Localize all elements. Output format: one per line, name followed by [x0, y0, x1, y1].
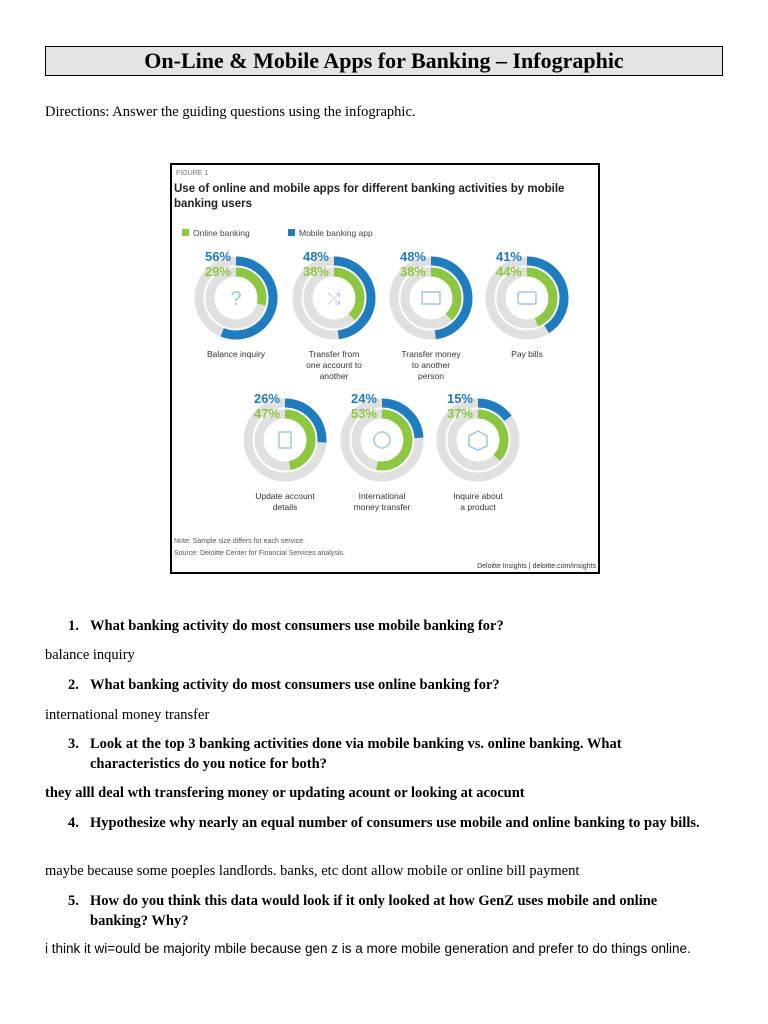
category-label: International — [358, 491, 406, 501]
category-label: details — [272, 502, 298, 512]
question-4 — [68, 813, 708, 833]
category-label: one account to — [306, 360, 362, 370]
category-label: Transfer money — [401, 349, 461, 359]
mobile-value-label: 48% — [302, 249, 329, 264]
donut-center — [264, 419, 306, 461]
mobile-value-label: 48% — [399, 249, 426, 264]
mobile-value-label: 15% — [446, 391, 473, 406]
donut-center — [410, 277, 452, 319]
question-number: 2. — [68, 677, 79, 693]
question-2 — [68, 675, 708, 695]
donut-center — [506, 277, 548, 319]
category-label: Pay bills — [511, 349, 543, 359]
category-label: a product — [460, 502, 496, 512]
category-label: Inquire about — [453, 491, 503, 501]
question-icon: ? — [230, 288, 242, 310]
online-value-label: 44% — [495, 264, 522, 279]
question-text: Hypothesize why nearly an equal number of consumers use mobile and online banking to pay bills. — [90, 815, 700, 831]
category-label: person — [418, 371, 444, 381]
answer-4: maybe because some poeples landlords. banks, etc dont allow mobile or online bill payment — [45, 863, 580, 879]
legend-mobile-swatch — [288, 229, 295, 236]
mobile-value-label: 24% — [350, 391, 377, 406]
infographic-svg — [172, 165, 598, 572]
figure-title-line2: banking users — [174, 198, 252, 210]
answer-1: balance inquiry — [45, 647, 135, 663]
infographic-figure — [170, 163, 600, 574]
figure-label: FIGURE 1 — [176, 170, 209, 177]
question-text: What banking activity do most consumers use online banking for? — [90, 677, 500, 693]
question-number: 1. — [68, 618, 79, 634]
online-value-label: 47% — [253, 406, 280, 421]
category-label: money transfer — [353, 502, 411, 512]
figure-credit: Deloitte Insights | deloitte.com/insights — [477, 563, 596, 570]
question-number: 5. — [68, 893, 79, 909]
answer-3: they alll deal wth transfering money or updating acount or looking at acocunt — [45, 785, 525, 801]
category-label: Balance inquiry — [206, 349, 266, 359]
directions-text: Directions: Answer the guiding questions using the infographic. — [45, 104, 416, 120]
question-5 — [68, 891, 708, 931]
mobile-value-label: 56% — [204, 249, 231, 264]
category-label: Update account — [255, 491, 315, 501]
legend-online-swatch — [182, 229, 189, 236]
mobile-value-label: 41% — [495, 249, 522, 264]
online-value-label: 38% — [399, 264, 426, 279]
mobile-value-label: 26% — [253, 391, 280, 406]
donut-center — [457, 419, 499, 461]
shuffle-icon: ⤮ — [327, 289, 341, 308]
question-number: 3. — [68, 736, 79, 752]
question-1 — [68, 616, 708, 636]
category-label: another — [319, 371, 349, 381]
question-text: How do you think this data would look if it only looked at how GenZ uses mobile and online banking? Why? — [90, 893, 658, 929]
figure-source: Source: Deloitte Center for Financial Services analysis. — [174, 550, 345, 557]
question-3 — [68, 734, 708, 774]
category-label: to another — [411, 360, 451, 370]
answer-5: i think it wi=ould be majority mbile because gen z is a more mobile generation and prefer to do things online. — [45, 941, 691, 956]
document-title: On-Line & Mobile Apps for Banking – Infographic — [45, 46, 723, 76]
online-value-label: 53% — [350, 406, 377, 421]
category-label: Transfer from — [308, 349, 360, 359]
answer-2: international money transfer — [45, 707, 210, 723]
figure-note: Note: Sample size differs for each service. — [174, 538, 305, 545]
online-value-label: 38% — [302, 264, 329, 279]
online-value-label: 37% — [446, 406, 473, 421]
donut-center — [361, 419, 403, 461]
legend-mobile-label: Mobile banking app — [299, 228, 373, 238]
question-number: 4. — [68, 815, 79, 831]
figure-title-line1: Use of online and mobile apps for different banking activities by mobile — [174, 183, 565, 195]
online-value-label: 29% — [204, 264, 231, 279]
legend-online-label: Online banking — [193, 228, 250, 238]
question-text: Look at the top 3 banking activities done via mobile banking vs. online banking. What characteristics do you notice for both? — [90, 736, 622, 772]
question-text: What banking activity do most consumers use mobile banking for? — [90, 618, 504, 634]
